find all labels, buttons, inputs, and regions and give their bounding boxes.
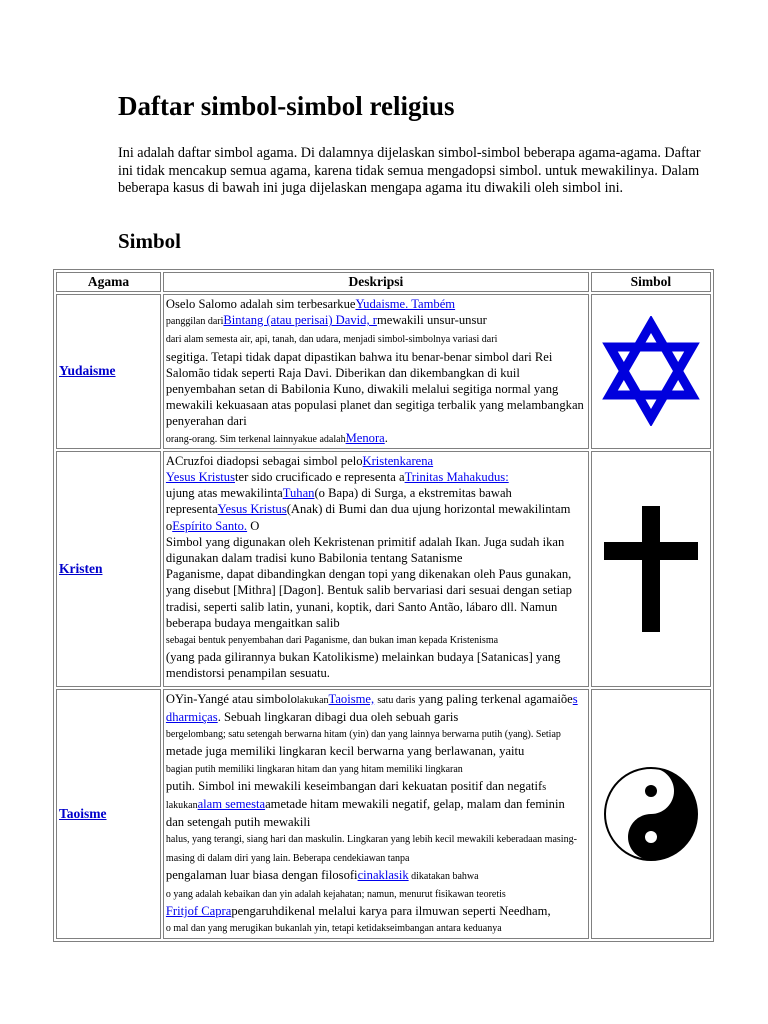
header-agama: Agama [56,272,161,292]
desc-text: . [384,430,388,445]
description-cell [163,294,589,449]
desc-text: pengalaman luar biasa dengan filosofi [165,867,358,882]
desc-text: ametade hitam mewakili negatif, gelap, malam dan feminin dan setengah putih mewakili [165,797,565,830]
header-simbol: Simbol [591,272,711,292]
table-row [56,451,711,687]
link-dharmicas[interactable]: s dharmiças [165,691,578,725]
agama-link-yudaisme[interactable]: Yudaisme [59,363,116,379]
link-fritjof-capra[interactable]: Fritjof Capra [165,904,232,919]
desc-text: Paganisme, dapat dibandingkan dengan topi yang dikenakan oleh Paus gunakan, yang disebut [Mithra] [Dagon]. Bentuk salib bervariasi dari sesuai dengan setiap tradisi, seperti salib latin, yunani, koptik, dari Santo Antão, lábaro dll. Namun beberapa budaya mengaitkan salib [165,567,572,630]
desc-text: pengaruhdikenal melalui karya para ilmuwan seperti Needham, [231,904,551,919]
desc-text: dikatakan bahwa [408,870,479,882]
link-espirito-santo[interactable]: Espírito Santo. [172,518,248,533]
agama-link-taoisme[interactable]: Taoisme [59,805,107,821]
page-title: Daftar simbol-simbol religius [118,91,455,121]
desc-text: yang paling terkenal agamaiõe [418,691,573,706]
agama-cell [56,294,161,449]
desc-text: satu daris [377,694,416,706]
link-taoisme[interactable]: Taoisme, [328,691,375,706]
yin-yang-icon [601,764,701,864]
star-of-david-icon [601,316,701,426]
agama-link-kristen[interactable]: Kristen [59,560,103,576]
desc-text: metade juga memiliki lingkaran kecil berwarna yang berlawanan, yaitu [165,744,525,759]
desc-text: o yang adalah kebaikan dan yin adalah kejahatan; namun, menurut fisikawan teoretis [165,889,506,901]
symbol-cell [591,294,711,449]
desc-text: segitiga. Tetapi tidak dapat dipastikan bahwa itu benar-benar simbol dari Rei Salomão tidak seperti Raja Davi. Diberikan dan dikembangkan di kuil penyembahan setan di Babilonia Kuno, diwakili melalui segitiga normal yang mewakili kekuasaan atas populasi planet dan segitiga terbalik yang melambangkan penyerahan dari [165,349,584,429]
desc-text: o mal dan yang merugikan bukanlah yin, tetapi ketidakseimbangan antara keduanya [165,923,502,935]
section-title: Simbol [118,229,182,253]
desc-text: (o Bapa) di Surga, a ekstremitas bawah representa [165,486,512,517]
link-yesus-kristus[interactable]: Yesus Kristus [165,470,235,485]
desc-text: OYin-Yangé atau simbolo [165,691,297,706]
desc-text: . Sebuah lingkaran dibagi dua oleh sebuah garis [217,710,459,725]
desc-text: lakukan [296,694,329,706]
desc-text: Simbol yang digunakan oleh Kekristenan primitif adalah Ikan. Juga sudah ikan digunakan dalam tradisi kuno Babilonia tentang Satanisme [165,534,565,566]
desc-text: putih. Simbol ini mewakili keseimbangan dari kekuatan positif dan negatif [165,778,543,793]
table-row [56,294,711,449]
agama-cell [56,451,161,687]
header-deskripsi: Deskripsi [163,272,589,292]
desc-text: bagian putih memiliki lingkaran hitam dan yang hitam memiliki lingkaran [165,763,463,775]
desc-text: sebagai bentuk penyembahan dari Paganisme, dan bukan iman kepada Kristenisma [165,635,499,647]
agama-cell [56,689,161,939]
christian-cross-icon [601,504,701,634]
link-kristen[interactable]: Kristenkarena [362,453,434,468]
desc-text: ter sido crucificado e representa a [234,470,405,485]
desc-text: halus, yang terangi, siang hari dan maskulin. Lingkaran yang lebih kecil mewakili keberadaan masing-masing di dalam diri yang lain. Beberapa cendekiawan tanpa [165,834,577,864]
desc-text: dari alam semesta air, api, tanah, dan udara, menjadi simbol-simbolnya variasi dari [165,334,498,346]
table-row [56,689,711,939]
description-cell [163,689,589,939]
symbol-cell [591,689,711,939]
link-alam-semesta[interactable]: alam semesta [197,797,266,812]
desc-text: O [250,518,260,533]
desc-text: ACruzfoi diadopsi sebagai simbol pelo [165,453,363,468]
desc-text: (Anak) di Bumi dan dua ujung horizontal mewakilintam o [165,502,571,533]
intro-paragraph: Ini adalah daftar simbol agama. Di dalamnya dijelaskan simbol-simbol beberapa agama-agama. Daftar ini tidak mencakup semua agama, karena tidak semua mengadopsi simbol. untuk mewakilinya. Dalam beberapa kasus di bawah ini juga dijelaskan mengapa agama itu diwakili oleh simbol ini. [118,145,701,196]
link-bintang-david[interactable]: Bintang (atau perisai) David, r [223,313,377,328]
link-tuhan[interactable]: Tuhan [282,486,315,501]
symbol-cell [591,451,711,687]
desc-text: (yang pada gilirannya bukan Katolikisme) melainkan budaya [Satanicas] yang mendistorsi penampilan sesuatu. [165,650,561,681]
link-menora[interactable]: Menora [345,430,385,445]
desc-text: mewakili unsur-unsur [376,313,487,328]
symbols-table [53,269,714,942]
desc-text: Oselo Salomo adalah sim terbesarkue [165,297,356,311]
desc-text: bergelombang; satu setengah berwarna hitam (yin) dan yang lainnya berwarna putih (yang). Setiap [165,729,561,741]
desc-text: ujung atas mewakilinta [165,486,283,501]
link-cina-klasik[interactable]: cinaklasik [357,867,409,882]
description-cell [163,451,589,687]
link-yudaisme[interactable]: Yudaisme. Também [355,297,456,311]
link-yesus-kristus-2[interactable]: Yesus Kristus [217,502,287,517]
link-trinitas[interactable]: Trinitas Mahakudus: [404,470,509,485]
desc-text: s lakukan [165,781,547,812]
table-header-row [56,272,711,292]
desc-text: panggilan dari [165,316,224,328]
desc-text: orang-orang. Sim terkenal lainnyakue adalah [165,433,346,445]
